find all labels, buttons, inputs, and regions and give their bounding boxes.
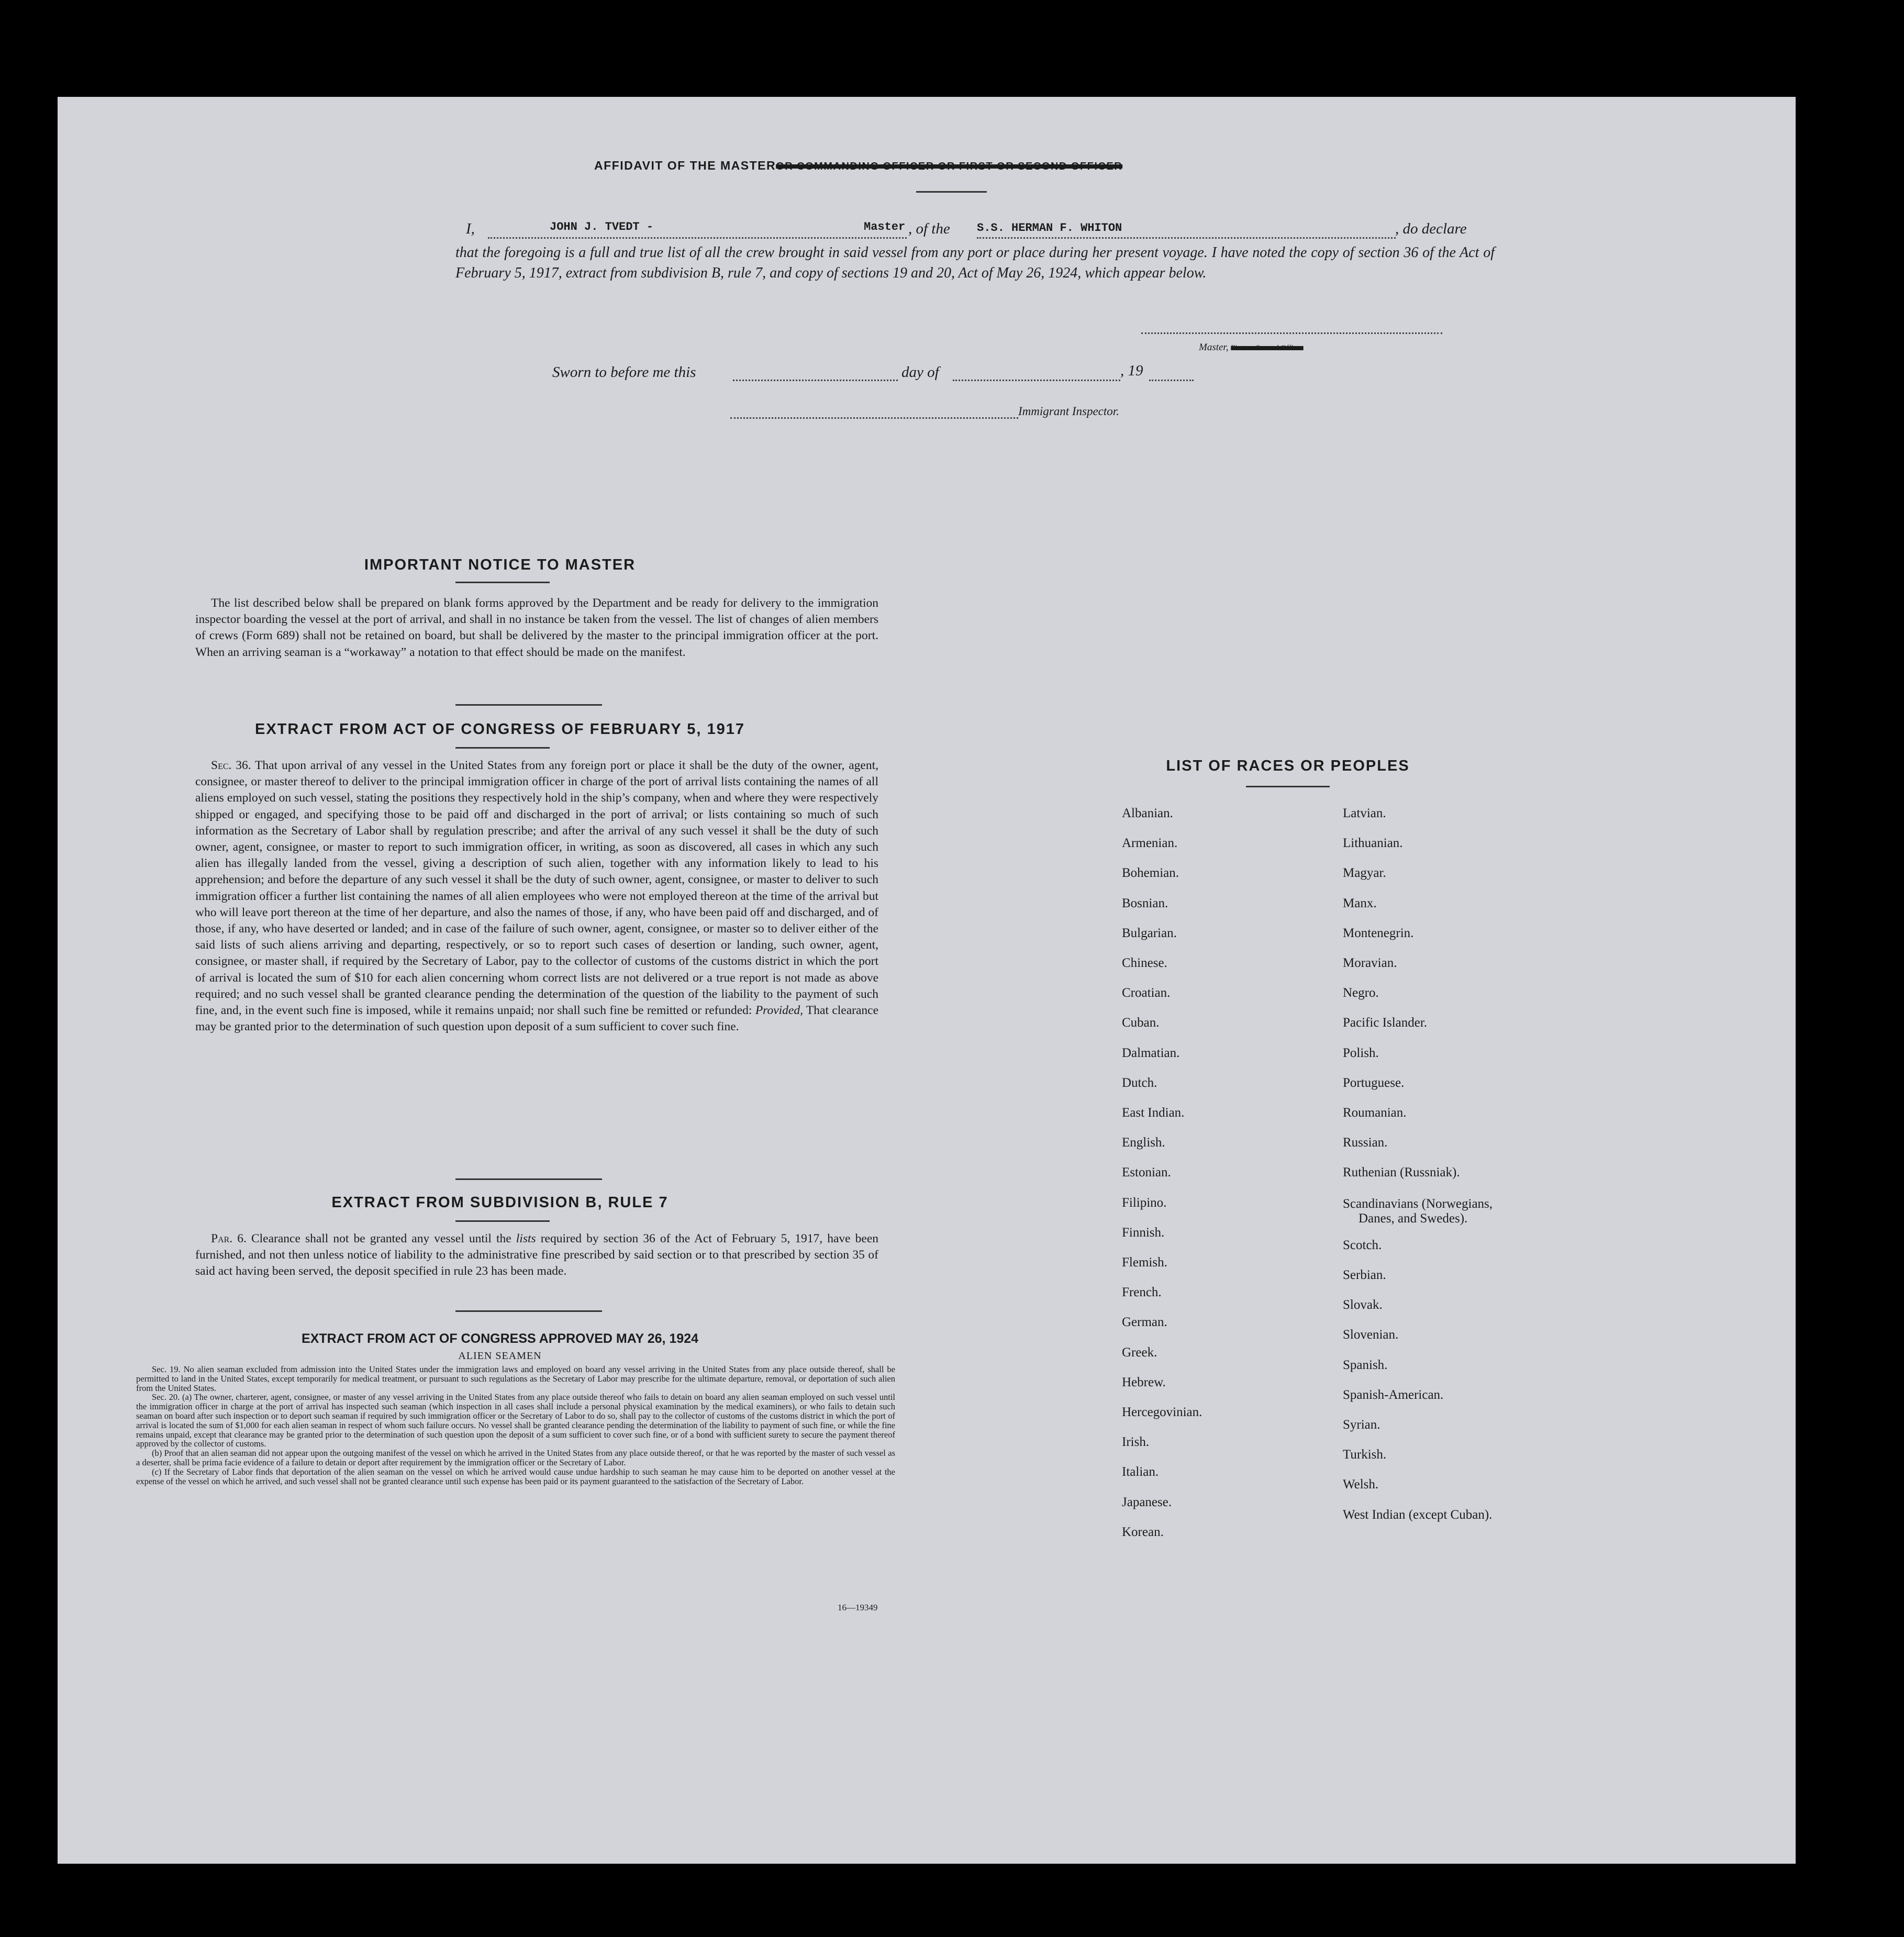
act1917-end-rule bbox=[455, 1178, 602, 1180]
affidavit-title-struck: OR COMMANDING OFFICER OR FIRST OR SECOND OFFICER bbox=[776, 161, 1123, 172]
notice-text: The list described below shall be prepared on blank forms approved by the Department and be ready for delivery to the immigration inspector boarding the vessel at the port of arrival, and shall in no instance be taken from the vessel. The list of changes of alien members of crews (Form 689) shall not be retained on board, but shall be delivered by the master to the principal immigration officer at the port. When an arriving seaman is a “workaway” a notation to that effect should be made on the manifest. bbox=[195, 596, 878, 659]
par6-label: Par. 6. bbox=[211, 1232, 247, 1245]
signature-line bbox=[1141, 332, 1442, 334]
race-item: Filipino. bbox=[1122, 1195, 1167, 1210]
race-item: Bohemian. bbox=[1122, 866, 1179, 881]
signature-caption bbox=[1199, 342, 1304, 353]
race-item: Welsh. bbox=[1343, 1477, 1379, 1492]
sec19-text: Sec. 19. No alien seaman excluded from admission into the United States under the immigration laws and employed on board any vessel arriving in the United States from any place outside thereof, shall be permitted to land in the United States, except temporarily for medical treatment, or pursuant to such regulations as the Secretary of Labor may prescribe for the ultimate departure, removal, or deportation of such alien from the United States. bbox=[136, 1364, 895, 1393]
rank-field: Master bbox=[864, 220, 906, 233]
race-item: Polish. bbox=[1343, 1045, 1379, 1060]
race-item: Estonian. bbox=[1122, 1165, 1171, 1180]
race-item: Serbian. bbox=[1343, 1268, 1386, 1282]
race-item: Slovak. bbox=[1343, 1298, 1383, 1312]
race-item: Armenian. bbox=[1122, 836, 1178, 851]
do-declare-text: , do declare bbox=[1395, 220, 1467, 237]
signature-caption-struck: First or Second Officer bbox=[1231, 344, 1304, 352]
race-item: Flemish. bbox=[1122, 1255, 1167, 1270]
rule7-heading: EXTRACT FROM SUBDIVISION B, RULE 7 bbox=[331, 1194, 669, 1211]
race-item: French. bbox=[1122, 1285, 1162, 1300]
declaration-i: I, bbox=[466, 220, 475, 237]
sec20a-text: Sec. 20. (a) The owner, charterer, agent, consignee, or master of any vessel arriving in the United States from any place outside thereof who fails to detain on board any alien seaman employed on such vessel until the immigration officer in charge at the port of arrival has inspected such seaman (which inspection in all cases shall include a personal physical examination by the medical examiners), or who fails to detain such seaman on board after such inspection or to deport such seaman if required by such immigration officer or the Secretary of Labor to do so, shall pay to the collector of customs of the customs district in which the port of arrival is located the sum of $1,000 for each alien seaman in respect of whom such failure occurs. No vessel shall be granted clearance pending the determination of the liability to payment of such fine, or while the fine remains unpaid, except that clearance may be granted prior to the determination of such question upon the deposit of a sum sufficient to cover such fine, or of a bond with sufficient surety to secure the payment thereof approved by the collector of customs. bbox=[136, 1392, 895, 1449]
race-item: German. bbox=[1122, 1315, 1167, 1330]
race-item: Scotch. bbox=[1343, 1238, 1382, 1252]
form-page bbox=[58, 97, 1796, 1864]
affidavit-body: that the foregoing is a full and true list of all the crew brought in said vessel from any port or place during her present voyage. I have noted the copy of section 36 of the Act of February 5, 1917, extract from subdivision B, rule 7, and copy of sections 19 and 20, Act of May 26, 1924, which appear below. bbox=[455, 244, 1495, 281]
affidavit-title-prefix: AFFIDAVIT OF THE MASTER bbox=[594, 159, 776, 172]
rule7-divider bbox=[455, 1220, 550, 1222]
race-item: Portuguese. bbox=[1343, 1075, 1405, 1090]
form-number: 16—19349 bbox=[838, 1602, 878, 1612]
act1917-divider bbox=[455, 747, 550, 749]
race-item: Lithuanian. bbox=[1343, 836, 1403, 851]
notice-end-rule bbox=[455, 704, 602, 706]
race-item: Spanish-American. bbox=[1343, 1387, 1444, 1402]
sec36-label: Sec. 36. bbox=[211, 759, 251, 772]
year-prefix: , 19 bbox=[1120, 362, 1143, 379]
title-divider bbox=[916, 191, 987, 193]
rule7-text: Par. 6. Clearance shall not be granted any vessel until the lists required by section 36 of the Act of February 5, 1917, have been furnished, and not then unless notice of liability to the administrative fine prescribed by said section or to that prescribed by section 35 of said act having been served, the deposit specified in rule 23 has been made. bbox=[195, 1232, 879, 1278]
provided-word: Provided, bbox=[755, 1004, 803, 1018]
vessel-name: S.S. HERMAN F. WHITON bbox=[977, 221, 1122, 235]
race-item: Bosnian. bbox=[1122, 896, 1168, 910]
race-item: Bulgarian. bbox=[1122, 926, 1177, 940]
race-item: Russian. bbox=[1343, 1136, 1388, 1150]
affidavit-title bbox=[594, 159, 1122, 173]
signature-caption-master: Master, bbox=[1199, 342, 1229, 353]
race-item: Ruthenian (Russniak). bbox=[1343, 1165, 1460, 1180]
races-divider bbox=[1246, 786, 1330, 787]
rule7-end-rule bbox=[455, 1310, 602, 1312]
race-item: Cuban. bbox=[1122, 1016, 1160, 1030]
race-item: Magyar. bbox=[1343, 866, 1386, 881]
race-item: Japanese. bbox=[1122, 1495, 1172, 1509]
race-item: Hebrew. bbox=[1122, 1375, 1166, 1389]
act1924-subheading: ALIEN SEAMEN bbox=[458, 1350, 542, 1362]
inspector-line bbox=[730, 417, 1018, 419]
notice-divider bbox=[455, 582, 550, 583]
race-item: Dutch. bbox=[1122, 1075, 1157, 1090]
race-item: Manx. bbox=[1343, 896, 1377, 910]
race-item: Spanish. bbox=[1343, 1357, 1388, 1372]
race-item: Negro. bbox=[1343, 986, 1379, 1000]
inspector-caption: Immigrant Inspector. bbox=[1018, 405, 1119, 418]
race-item: West Indian (except Cuban). bbox=[1343, 1507, 1493, 1522]
name-field-line bbox=[488, 237, 907, 239]
day-of-text: day of bbox=[901, 364, 939, 381]
race-item: Syrian. bbox=[1343, 1418, 1380, 1432]
race-item: Chinese. bbox=[1122, 956, 1167, 970]
vessel-field-line bbox=[977, 237, 1396, 239]
race-item: Moravian. bbox=[1343, 956, 1397, 970]
sec20c-text: (c) If the Secretary of Labor finds that deportation of the alien seaman on the vessel on which he arrived would cause undue hardship to such seaman he may cause him to be deported on another vessel at the expense of the vessel on which he arrived, and such vessel shall not be granted clearance until such expense has been paid or its payment guaranteed to the satisfaction of the Secretary of Labor. bbox=[136, 1466, 895, 1486]
race-item: English. bbox=[1122, 1136, 1165, 1150]
master-name: JOHN J. TVEDT - bbox=[550, 220, 654, 233]
race-item: Finnish. bbox=[1122, 1225, 1165, 1240]
act1917-heading: EXTRACT FROM ACT OF CONGRESS OF FEBRUARY 5, 1917 bbox=[254, 721, 745, 738]
of-the-text: , of the bbox=[908, 220, 950, 237]
sworn-text: Sworn to before me this bbox=[552, 364, 696, 381]
race-item: Roumanian. bbox=[1343, 1106, 1407, 1120]
race-item: East Indian. bbox=[1122, 1106, 1185, 1120]
race-item: Montenegrin. bbox=[1343, 926, 1414, 940]
sworn-day-line bbox=[733, 380, 898, 381]
lists-word: lists bbox=[516, 1232, 536, 1245]
race-item: Pacific Islander. bbox=[1343, 1016, 1428, 1030]
act1917-text: Sec. 36. That upon arrival of any vessel in the United States from any foreign port or place it shall be the duty of the owner, agent, consignee, or master thereof to deliver to the principal immigration officer in charge of the port of arrival lists containing the names of all aliens employed on such vessel, stating the positions they respectively hold in the ship’s company, when and where they were respectively shipped or engaged, and specifying those to be paid off and discharged in the port of arrival; or lists containing so much of such information as the Secretary of Labor shall by regulation prescribe; and after the arrival of any such vessel it shall be the duty of such owner, agent, consignee, or master to report to such immigration officer, in writing, as soon as discovered, all cases in which any such alien has illegally landed from the vessel, giving a description of such alien, together with any information likely to lead to his apprehension; and before the departure of any such vessel it shall be the duty of such owner, agent, consignee, or master to deliver to such immigration officer a further list containing the names of all alien employees who were not employed thereon at the time of the arrival but who will leave port thereon at the time of her departure, and also the names of those, if any, who have been paid off and discharged, and of those, if any, who have deserted or landed; and in case of the failure of such owner, agent, consignee, or master so to deliver either of the said lists of such aliens arriving and departing, respectively, or so to report such cases of desertion or landing, such owner, agent, consignee, or master shall, if required by the Secretary of Labor, pay to the collector of customs of the customs district in which the port of arrival is located the sum of $10 for each alien concerning whom correct lists are not delivered or a true report is not made as above required; and no such vessel shall be granted clearance pending the determination of the question of the liability to the payment of such fine, and, in the event such fine is imposed, while it remains unpaid; nor shall such fine be remitted or refunded: Provided, That clearance may be granted prior to the determination of such question upon deposit of a sum sufficient to cover such fine. bbox=[195, 759, 879, 1034]
sec20b-text: (b) Proof that an alien seaman did not appear upon the outgoing manifest of the vessel on which he arrived in the United States from any place outside thereof, or that he was reported by the master of such vessel as a deserter, shall be prima facie evidence of a failure to detain or deport after requirement by the immigration officer or the Secretary of Labor. bbox=[136, 1448, 895, 1467]
race-item: Danes, and Swedes). bbox=[1359, 1211, 1468, 1226]
sworn-year-line bbox=[1149, 380, 1194, 381]
races-heading: LIST OF RACES OR PEOPLES bbox=[1166, 758, 1410, 774]
notice-heading: IMPORTANT NOTICE TO MASTER bbox=[364, 556, 636, 573]
race-item: Albanian. bbox=[1122, 806, 1173, 820]
race-item: Korean. bbox=[1122, 1524, 1164, 1539]
race-item: Dalmatian. bbox=[1122, 1045, 1180, 1060]
act1924-heading: EXTRACT FROM ACT OF CONGRESS APPROVED MAY 26, 1924 bbox=[301, 1331, 699, 1346]
race-item: Greek. bbox=[1122, 1345, 1157, 1360]
race-item: Scandinavians (Norwegians, bbox=[1343, 1196, 1493, 1211]
sworn-month-line bbox=[953, 380, 1120, 381]
race-item: Turkish. bbox=[1343, 1448, 1387, 1462]
race-item: Hercegovinian. bbox=[1122, 1405, 1202, 1419]
race-item: Croatian. bbox=[1122, 986, 1171, 1000]
race-item: Italian. bbox=[1122, 1465, 1159, 1479]
race-item: Latvian. bbox=[1343, 806, 1386, 820]
act1924-sections bbox=[136, 1365, 895, 1486]
race-item: Irish. bbox=[1122, 1435, 1150, 1450]
race-item: Slovenian. bbox=[1343, 1328, 1399, 1342]
